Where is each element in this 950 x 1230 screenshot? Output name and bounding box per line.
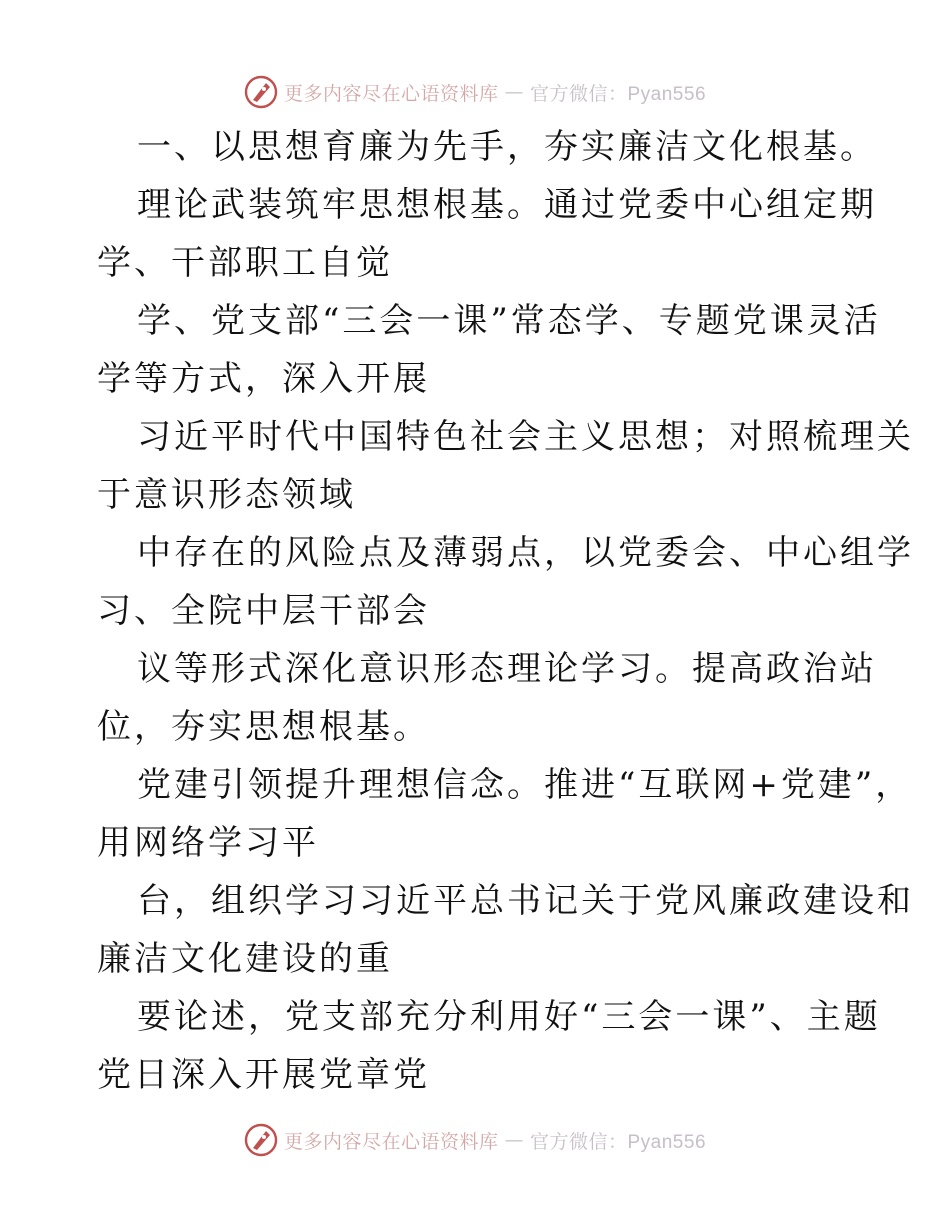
watermark-separator: — <box>504 1129 524 1151</box>
header-watermark <box>0 72 950 112</box>
document-body <box>97 118 914 1104</box>
paragraph-line: 党建引领提升理想信念。推进“互联网+党建”， <box>137 765 913 805</box>
paragraph-line: 议等形式深化意识形态理论学习。提高政治站 <box>137 649 877 689</box>
paragraph-line: 中存在的风险点及薄弱点，以党委会、中心组学 <box>137 533 914 573</box>
paragraph-line: 于意识形态领域 <box>97 475 356 515</box>
paragraph-line: 用网络学习平 <box>97 823 319 863</box>
paragraph-line-section-heading: 一、以思想育廉为先手，夯实廉洁文化根基。 <box>137 127 877 167</box>
paragraph-line: 学等方式，深入开展 <box>97 359 430 399</box>
paragraph-line: 位，夯实思想根基。 <box>97 707 430 747</box>
paragraph-line: 学、干部职工自觉 <box>97 243 393 283</box>
watermark-separator: — <box>504 81 524 103</box>
pen-nib-logo-icon <box>244 75 278 109</box>
paragraph-line: 廉洁文化建设的重 <box>97 939 393 979</box>
watermark-main-text: 更多内容尽在心语资料库 <box>283 1130 499 1153</box>
watermark-account-text: 官方微信：Pyan556 <box>530 83 707 105</box>
pen-nib-logo-icon <box>244 1123 278 1157</box>
footer-watermark <box>0 1120 950 1160</box>
paragraph-line: 学、党支部“三会一课”常态学、专题党课灵活 <box>137 301 881 341</box>
watermark-account-text: 官方微信：Pyan556 <box>530 1131 707 1153</box>
paragraph-line: 习、全院中层干部会 <box>97 591 430 631</box>
paragraph-line: 习近平时代中国特色社会主义思想；对照梳理关 <box>137 417 914 457</box>
paragraph-line: 台，组织学习习近平总书记关于党风廉政建设和 <box>137 881 914 921</box>
watermark-main-text: 更多内容尽在心语资料库 <box>283 82 499 105</box>
paragraph-line: 党日深入开展党章党 <box>97 1055 430 1095</box>
paragraph-line: 理论武装筑牢思想根基。通过党委中心组定期 <box>137 185 877 225</box>
paragraph-line: 要论述，党支部充分利用好“三会一课”、主题 <box>137 997 881 1037</box>
